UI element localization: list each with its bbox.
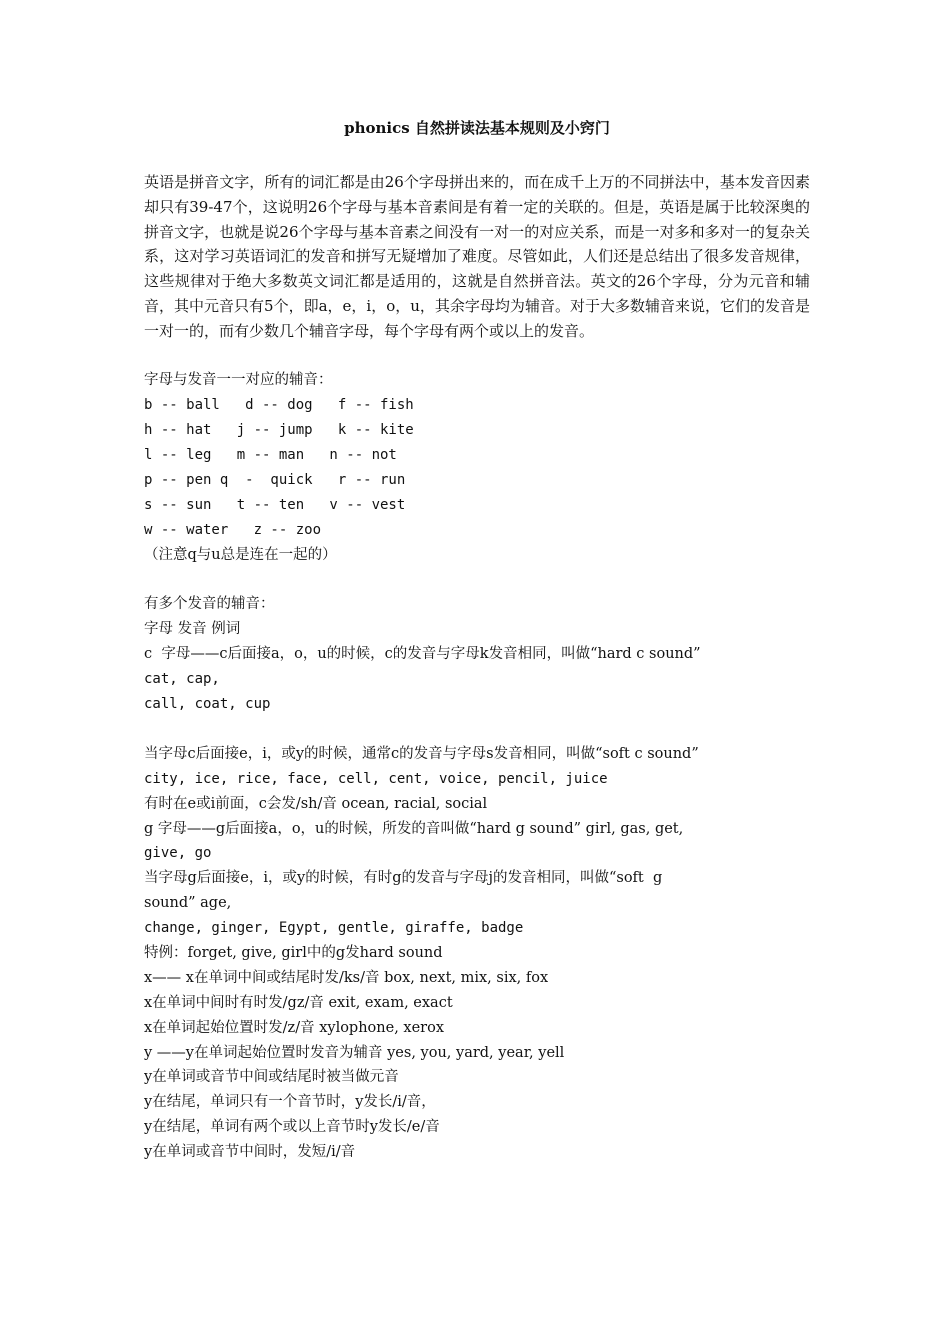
paragraph-gap [144, 568, 810, 593]
intro-paragraph: 英语是拼音文字，所有的词汇都是由26个字母拼出来的，而在成千上万的不同拼法中，基本发音因素却只有39-47个，这说明26个字母与基本音素间是有着一定的关联的。但是，英语是属于比较深奥的拼音文字，也就是说26个字母与基本音素之间没有一对一的对应关系，而是一对多和多对一的复杂关系，这对学习英语词汇的发音和拼写无疑增加了难度。尽管如此，人们还是总结出了很多发音规律，这些规律对于绝大多数英文词汇都是适用的，这就是自然拼音法。英文的26个字母，分为元音和辅音，其中元音只有5个，即a，e，i，o，u，其余字母均为辅音。对于大多数辅音来说，它们的发音是一对一的，而有少数几个辅音字母，每个字母有两个或以上的发音。 [144, 173, 810, 340]
text-line: sound” age, [144, 895, 232, 912]
document-title: phonics 自然拼读法基本规则及小窍门 [344, 119, 610, 137]
text-line: city, ice, rice, face, cell, cent, voice, pencil, juice [144, 770, 608, 787]
text-line: 有时在e或i前面，c会发/sh/音 ocean, racial, social [144, 795, 488, 812]
text-line: 当字母c后面接e，i，或y的时候，通常c的发音与字母s发音相同，叫做“soft c sound” [144, 745, 699, 762]
text-line: x在单词中间时有时发/gz/音 exit, exam, exact [144, 994, 453, 1011]
section-note: （注意q与u总是连在一起的） [144, 546, 337, 563]
text-line: c 字母——c后面接a，o，u的时候，c的发音与字母k发音相同，叫做“hard c sound” [144, 646, 701, 663]
text-line: 特例：forget, give, girl中的g发hard sound [144, 944, 443, 961]
text-line: give, go [144, 845, 212, 862]
text-line: change, ginger, Egypt, gentle, giraffe, badge [144, 920, 524, 937]
text-line: y在单词或音节中间时，发短/i/音 [144, 1144, 356, 1161]
text-line: y在结尾，单词只有一个音节时，y发长/i/音， [144, 1094, 436, 1111]
section-heading: 字母与发音一一对应的辅音： [144, 372, 333, 389]
text-line: y在单词或音节中间或结尾时被当做元音 [144, 1069, 399, 1086]
text-line: x—— x在单词中间或结尾时发/ks/音 box, next, mix, six, fox [144, 969, 549, 986]
text-line: g 字母——g后面接a，o，u的时候，所发的音叫做“hard g sound” girl, gas, get, [144, 820, 684, 837]
section-heading: 有多个发音的辅音： [144, 596, 275, 613]
text-line: 字母 发音 例词 [144, 621, 241, 638]
text-line: 当字母g后面接e，i，或y的时候，有时g的发音与字母j的发音相同，叫做“soft g [144, 870, 663, 887]
consonant-row: s -- sun t -- ten v -- vest [144, 496, 406, 513]
paragraph-gap [144, 344, 810, 369]
text-line: x在单词起始位置时发/z/音 xylophone, xerox [144, 1019, 445, 1036]
consonant-row: l -- leg m -- man n -- not [144, 447, 397, 464]
text-line: cat, cap, [144, 671, 220, 688]
consonant-row: b -- ball d -- dog f -- fish [144, 397, 414, 414]
text-line: call, coat, cup [144, 696, 271, 713]
consonant-row: p -- pen q - quick r -- run [144, 472, 406, 489]
text-line: y在结尾，单词有两个或以上音节时y发长/e/音 [144, 1119, 440, 1136]
text-line: y ——y在单词起始位置时发音为辅音 yes, you, yard, year, yell [144, 1044, 565, 1061]
consonant-row: w -- water z -- zoo [144, 521, 322, 538]
text-line [144, 717, 810, 742]
consonant-row: h -- hat j -- jump k -- kite [144, 422, 414, 439]
document-page [144, 118, 810, 1165]
